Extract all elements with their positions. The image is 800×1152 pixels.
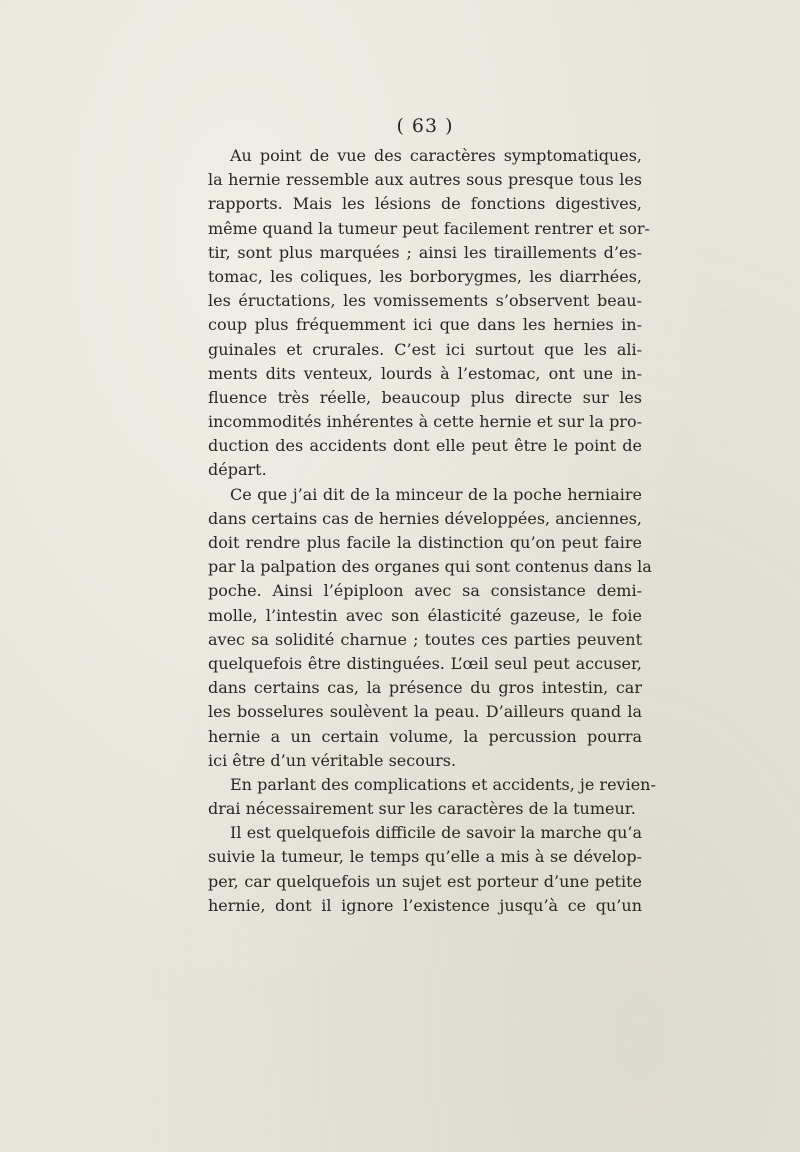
text-line: hernie, dont il ignore l’existence jusqu’à ce qu’un — [208, 895, 642, 915]
text-line: avec sa solidité charnue ; toutes ces parties peuvent — [208, 629, 642, 649]
text-line: par la palpation des organes qui sont contenus dans la — [208, 557, 652, 577]
text-line: Au point de vue des caractères symptomatiques, — [230, 146, 642, 165]
text-line: fluence très réelle, beaucoup plus directe sur les — [208, 387, 642, 407]
text-line: Ce que j’ai dit de la minceur de la poche herniaire — [230, 484, 642, 504]
text-line: rapports. Mais les lésions de fonctions digestives, — [208, 194, 642, 214]
text-line: coup plus fréquemment ici que dans les hernies in- — [208, 315, 642, 335]
page-number: ( 63 ) — [396, 115, 454, 137]
body-text — [208, 144, 656, 918]
text-line: suivie la tumeur, le temps qu’elle a mis à se dévelop- — [208, 847, 642, 867]
text-line: doit rendre plus facile la distinction qu’on peut faire — [208, 533, 642, 552]
text-line: quelquefois être distinguées. L’œil seul peut accuser, — [208, 653, 642, 673]
text-line: tir, sont plus marquées ; ainsi les tiraillements d’es- — [208, 242, 642, 262]
text-line: incommodités inhérentes à cette hernie et sur la pro- — [208, 412, 642, 432]
text-line: duction des accidents dont elle peut être le point de — [208, 436, 642, 456]
text-line: drai nécessairement sur les caractères de la tumeur. — [208, 799, 636, 819]
text-line: guinales et crurales. C’est ici surtout que les ali- — [208, 339, 642, 359]
text-line: ici être d’un véritable secours. — [208, 750, 457, 770]
text-line: per, car quelquefois un sujet est porteur d’une petite — [208, 871, 642, 891]
text-line: Il est quelquefois difficile de savoir la marche qu’a — [230, 823, 642, 843]
text-line: poche. Ainsi l’épiploon avec sa consistance demi- — [208, 581, 642, 601]
text-line: les éructations, les vomissements s’observent beau- — [208, 291, 642, 311]
text-line: molle, l’intestin avec son élasticité gazeuse, le foie — [208, 605, 642, 625]
text-line: même quand la tumeur peut facilement rentrer et sor- — [208, 218, 650, 238]
text-line: les bosselures soulèvent la peau. D’ailleurs quand la — [208, 702, 642, 722]
text-line: dans certains cas, la présence du gros intestin, car — [208, 678, 642, 698]
text-line: hernie a un certain volume, la percussion pourra — [208, 726, 642, 746]
text-line: tomac, les coliques, les borborygmes, les diarrhées, — [208, 266, 642, 286]
text-line: En parlant des complications et accidents, je revien- — [230, 774, 656, 794]
text-line: ments dits venteux, lourds à l’estomac, ont une in- — [208, 363, 642, 383]
text-line: dans certains cas de hernies développées, anciennes, — [208, 508, 642, 528]
text-line: la hernie ressemble aux autres sous presque tous les — [208, 170, 642, 190]
text-line: départ. — [208, 460, 267, 480]
